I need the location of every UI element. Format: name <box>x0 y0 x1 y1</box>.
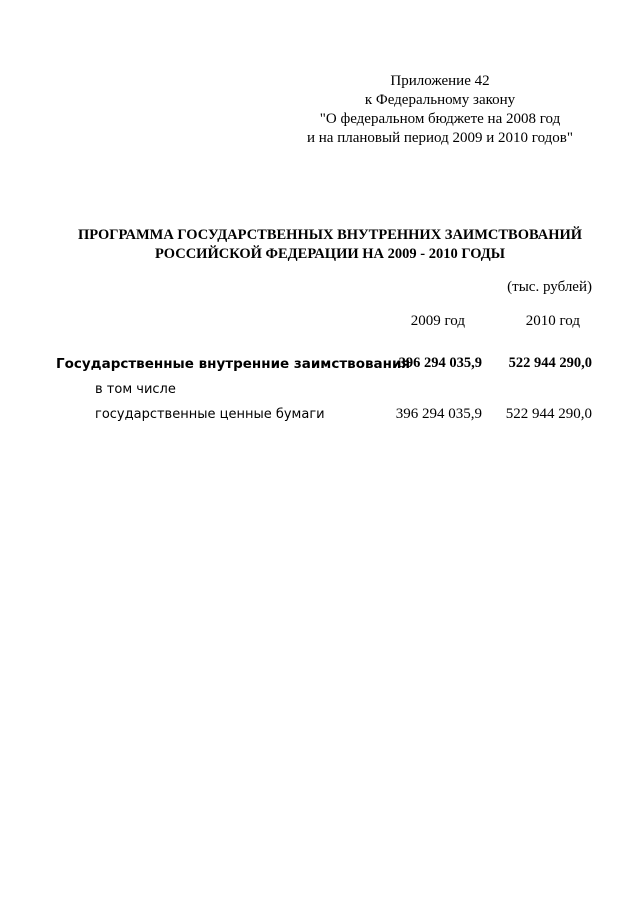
row-value-total-2010: 522 944 290,0 <box>508 355 592 371</box>
row-label-total: Государственные внутренние заимствования <box>56 356 411 372</box>
appendix-header <box>290 72 590 148</box>
appendix-number: Приложение 42 <box>390 73 490 89</box>
table-row-total <box>0 355 640 375</box>
units-note: (тыс. рублей) <box>507 279 592 295</box>
appendix-law-title-line2: и на плановый период 2009 и 2010 годов" <box>307 130 573 146</box>
row-value-total-2009: 396 294 035,9 <box>398 355 482 371</box>
column-header-2010: 2010 год <box>525 313 580 329</box>
appendix-law-reference: к Федеральному закону <box>364 92 516 108</box>
document-title-line1: ПРОГРАММА ГОСУДАРСТВЕННЫХ ВНУТРЕННИХ ЗАИМСТВОВАНИЙ <box>77 227 583 243</box>
document-title-line2: РОССИЙСКОЙ ФЕДЕРАЦИИ НА 2009 - 2010 ГОДЫ <box>155 246 505 262</box>
document-title <box>40 226 620 264</box>
appendix-law-title-line1: "О федеральном бюджете на 2008 год <box>319 111 561 127</box>
table-row-including <box>0 382 640 402</box>
row-label-securities: государственные ценные бумаги <box>95 407 325 422</box>
table-row-securities <box>0 406 640 426</box>
row-label-including: в том числе <box>95 382 176 397</box>
row-value-securities-2010: 522 944 290,0 <box>505 406 592 422</box>
row-value-securities-2009: 396 294 035,9 <box>395 406 482 422</box>
column-header-2009: 2009 год <box>410 313 465 329</box>
